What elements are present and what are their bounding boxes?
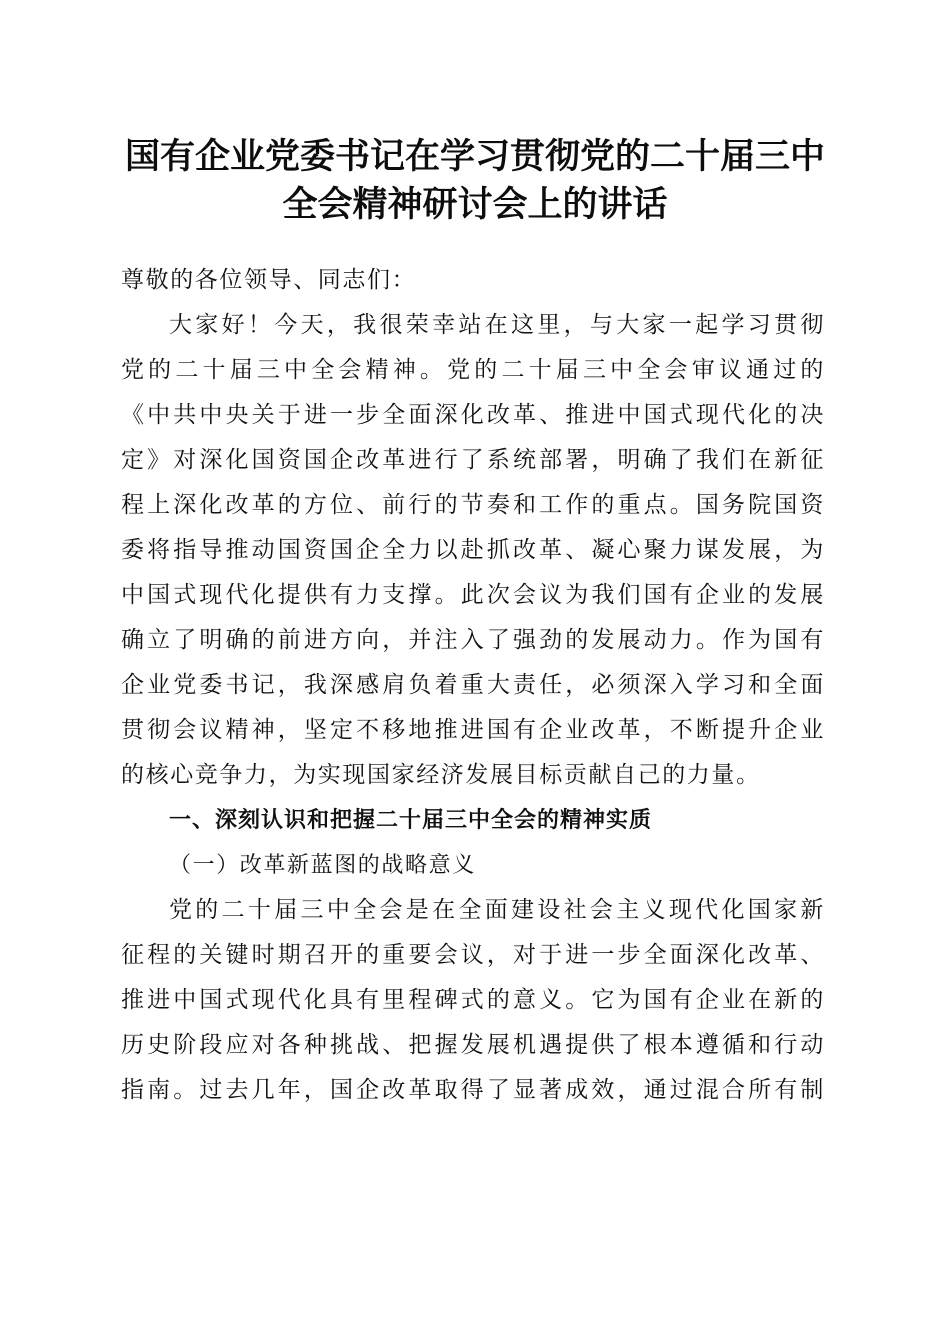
paragraph-intro (121, 303, 825, 798)
paragraph-line: 确立了明确的前进方向，并注入了强劲的发展动力。作为国有 (121, 627, 825, 653)
paragraph-line: 的核心竞争力，为实现国家经济发展目标贡献自己的力量。 (121, 762, 761, 788)
paragraph-line: 党的二十届三中全会是在全面建设社会主义现代化国家新 (169, 897, 825, 923)
paragraph-line: 征程的关键时期召开的重要会议，对于进一步全面深化改革、 (121, 942, 825, 968)
title-line: 国有企业党委书记在学习贯彻党的二十届三中 (124, 136, 825, 177)
paragraph-line: 贯彻会议精神，坚定不移地推进国有企业改革，不断提升企业 (121, 717, 825, 743)
document-body (121, 258, 825, 1113)
paragraph-line: 大家好！今天，我很荣幸站在这里，与大家一起学习贯彻 (169, 312, 825, 338)
paragraph-line: 推进中国式现代化具有里程碑式的意义。它为国有企业在新的 (121, 987, 825, 1013)
paragraph-section-1 (121, 888, 825, 1113)
paragraph-line: 程上深化改革的方位、前行的节奏和工作的重点。国务院国资 (121, 492, 825, 518)
paragraph-line: 企业党委书记，我深感肩负着重大责任，必须深入学习和全面 (121, 672, 825, 698)
title-line: 全会精神研讨会上的讲话 (282, 184, 668, 225)
subsection-heading: （一）改革新蓝图的战略意义 (169, 853, 476, 878)
salutation: 尊敬的各位领导、同志们： (121, 267, 417, 293)
section-heading: 一、深刻认识和把握二十届三中全会的精神实质 (169, 808, 653, 833)
paragraph-line: 党的二十届三中全会精神。党的二十届三中全会审议通过的 (121, 357, 825, 383)
paragraph-line: 中国式现代化提供有力支撑。此次会议为我们国有企业的发展 (121, 582, 825, 608)
paragraph-line: 指南。过去几年，国企改革取得了显著成效，通过混合所有制 (121, 1077, 825, 1103)
paragraph-line: 《中共中央关于进一步全面深化改革、推进中国式现代化的决 (121, 402, 825, 428)
paragraph-line: 定》对深化国资国企改革进行了系统部署，明确了我们在新征 (121, 447, 825, 473)
paragraph-line: 委将指导推动国资国企全力以赴抓改革、凝心聚力谋发展，为 (121, 537, 825, 563)
paragraph-line: 历史阶段应对各种挑战、把握发展机遇提供了根本遵循和行动 (121, 1032, 825, 1058)
document-title (110, 133, 840, 229)
